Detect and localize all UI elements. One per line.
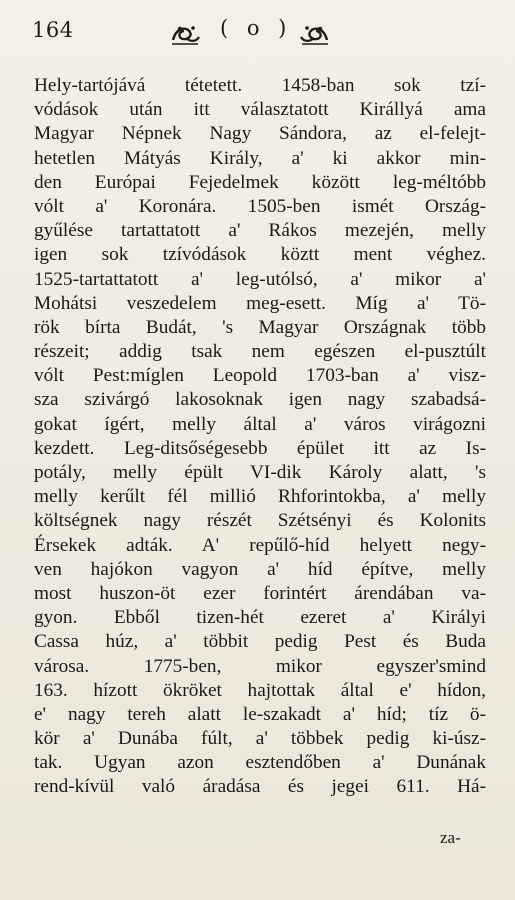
page-number: 164 <box>32 18 74 42</box>
text-line: 1525-tartattatott a' leg-utólsó, a' mikor a' <box>34 268 486 290</box>
text-line: gyűlése tartattatott a' Rákos mezején, melly <box>34 220 486 242</box>
text-line: Cassa húz, a' többit pedig Pest és Buda <box>34 631 486 653</box>
text-line: vódások után itt választatott Királlyá ama <box>34 99 486 121</box>
text-line: rend-kívül való áradása és jegei 611. Há- <box>34 776 486 798</box>
text-line: gyon. Ebből tizen-hét ezeret a' Királyi <box>34 607 486 629</box>
text-line: vólt a' Koronára. 1505-ben ismét Ország- <box>34 195 486 217</box>
page-header <box>28 14 498 50</box>
text-line: részeit; addig tsak nem egészen el-pusztúlt <box>34 341 486 363</box>
text-line: vólt Pest:míglen Leopold 1703-ban a' visz- <box>34 365 486 387</box>
text-line: rök bírta Budát, 's Magyar Országnak több <box>34 316 486 338</box>
text-line: városa. 1775-ben, mikor egyszer'smind <box>34 655 486 677</box>
text-line: melly kerűlt fél millió Rhforintokba, a' melly <box>34 486 486 508</box>
text-line: most huszon-öt ezer forintért árendában va- <box>34 582 486 604</box>
header-center-text: ( o ) <box>220 16 293 40</box>
text-line: Hely-tartójává tétetett. 1458-ban sok tzí- <box>34 75 486 96</box>
flower-ornament-icon <box>298 20 332 48</box>
text-line: igen sok tzívódások köztt ment véghez. <box>34 244 486 266</box>
text-line: ven hajókon vagyon a' híd építve, melly <box>34 558 486 580</box>
page-body-text <box>34 74 486 800</box>
text-line: sza szivárgó lakosoknak igen nagy szabadsá- <box>34 389 486 411</box>
text-line: gokat ígért, melly által a' város virágozni <box>34 413 486 435</box>
flower-ornament-icon <box>168 20 202 48</box>
text-line: potály, melly épült VI-dik Károly alatt, 's <box>34 462 486 483</box>
text-line: Érsekek adták. A' repűlő-híd helyett negy- <box>34 534 486 556</box>
text-line: den Európai Fejedelmek között leg-méltóbb <box>34 171 486 193</box>
catchword: za- <box>440 828 461 847</box>
text-line: kezdett. Leg-ditsőségesebb épület itt az Is- <box>34 437 486 459</box>
text-line: tak. Ugyan azon esztendőben a' Dunának <box>34 752 486 774</box>
text-line: Mohátsi veszedelem meg-esett. Míg a' Tö- <box>34 292 486 314</box>
text-line: költségnek nagy részét Szétsényi és Kolonits <box>34 510 486 532</box>
text-line: hetetlen Mátyás Király, a' ki akkor min- <box>34 147 486 169</box>
text-line: e' nagy tereh alatt le-szakadt a' híd; tíz ö- <box>34 703 486 725</box>
text-line: 163. hízott ökröket hajtottak által e' hídon, <box>34 679 486 701</box>
text-line: kör a' Dunába fúlt, a' többek pedig ki-úsz- <box>34 728 486 750</box>
text-line: Magyar Népnek Nagy Sándora, az el-felejt- <box>34 123 486 145</box>
